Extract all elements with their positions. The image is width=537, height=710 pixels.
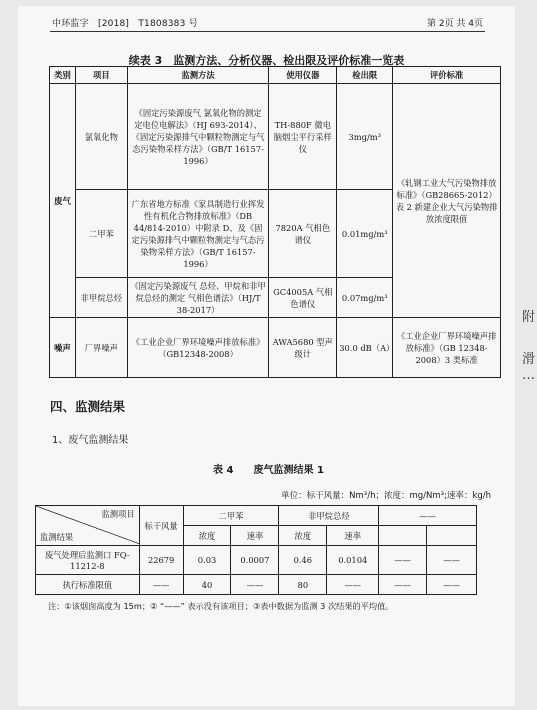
table-header-row [50,67,501,84]
limit-cell: 3mg/m³ [337,84,393,190]
col-header: 标干风量 [139,506,183,546]
col-header: 非甲烷总烃 [279,506,379,526]
sub-header: 速率 [327,526,379,546]
method-cell: 《固定污染源废气 总烃、甲烷和非甲烷总烃的测定 气相色谱法》（HJ/T 38-2017） [127,278,269,318]
row-label: 执行标准限值 [36,575,140,595]
item-cell: 非甲烷总烃 [75,278,127,318]
sub-header: 速率 [231,526,279,546]
table4-caption: 表 4 废气监测结果 1 [213,465,324,476]
standard-cell: 《工业企业厂界环境噪声排放标准》（GB 12348-2008）3 类标准 [393,318,501,378]
instrument-cell: AWA5680 型声级计 [269,318,337,378]
col-header: 监测方法 [127,67,269,84]
category-cell: 噪声 [50,318,76,378]
value-cell: 80 [279,575,327,595]
value-cell: —— [379,575,427,595]
col-header: 检出限 [337,67,393,84]
subsection-heading: 1、废气监测结果 [52,435,129,446]
col-header: 二甲苯 [183,506,279,526]
instrument-cell: TH-880F 微电脑烟尘平行采样仪 [269,84,337,190]
results-table [35,505,477,595]
value-cell: 22679 [139,546,183,575]
table-row [50,318,501,378]
table3-caption: 续表 3 监测方法、分析仪器、检出限及评价标准一览表 [128,54,405,67]
item-cell: 氯氧化物 [75,84,127,190]
value-cell: 0.0007 [231,546,279,575]
col-header: 评价标准 [393,67,501,84]
instrument-cell: 7820A 气相色谱仪 [269,190,337,278]
table-row [36,575,477,595]
col-header: 项目 [75,67,127,84]
value-cell: —— [231,575,279,595]
value-cell: —— [139,575,183,595]
table-row [50,84,501,190]
diagonal-header-cell: 监测项目 监测结果 [36,506,140,546]
method-cell: 广东省地方标准《家具制造行业挥发性有机化合物排放标准》（DB 44/814-2010）中附录 D、及《固定污染源排气中颗粒物测定与气态污染物采样方法》（GB/T 16157-1996） [127,190,269,278]
col-header: 类别 [50,67,76,84]
value-cell: 0.03 [183,546,231,575]
sub-header: 浓度 [279,526,327,546]
sub-header: 浓度 [183,526,231,546]
value-cell: —— [327,575,379,595]
table-header-row [36,506,477,526]
edge-mark: 滑 [522,352,536,367]
method-cell: 《固定污染源废气 氯氧化物的测定 定电位电解法》（HJ 693-2014）、《固定污染源排气中颗粒物测定与气态污染物采样方法》（GB/T 16157-1996） [127,84,269,190]
value-cell: —— [427,546,477,575]
instrument-cell: GC4005A 气相色谱仪 [269,278,337,318]
edge-mark: 附 [522,310,536,325]
sub-header [379,526,427,546]
value-cell: —— [427,575,477,595]
col-header: —— [379,506,477,526]
header-page-number: 第 2页 共 4页 [426,19,483,29]
section-heading: 四、监测结果 [50,399,126,414]
value-cell: 40 [183,575,231,595]
limit-cell: 0.01mg/m³ [337,190,393,278]
method-cell: 《工业企业厂界环境噪声排放标准》（GB12348-2008） [127,318,269,378]
sub-header [427,526,477,546]
table-footnote: 注：①该烟囱高度为 15m；② “——” 表示没有该项目；③表中数据为监测 3 次结果的平均值。 [48,601,394,611]
item-cell: 厂界噪声 [75,318,127,378]
edge-mark: … [522,368,535,383]
table-row [36,546,477,575]
standard-cell: 《轧钢工业大气污染物排放标准》（GB28665-2012）表 2 新建企业大气污染物排放浓度限值 [393,84,501,318]
value-cell: 0.0104 [327,546,379,575]
col-header: 使用仪器 [269,67,337,84]
header-rule [50,31,485,32]
header-doc-id: 中环监字 [2018] T1808383 号 [52,19,198,29]
limit-cell: 30.0 dB（A） [337,318,393,378]
row-label: 废气处理后监测口 FQ-11212-8 [36,546,140,575]
item-cell: 二甲苯 [75,190,127,278]
methods-table [49,66,501,378]
value-cell: —— [379,546,427,575]
limit-cell: 0.07mg/m³ [337,278,393,318]
value-cell: 0.46 [279,546,327,575]
units-line: 单位：标干风量：Nm³/h；浓度：mg/Nm³;速率：kg/h [281,491,491,501]
category-cell: 废气 [50,84,76,318]
